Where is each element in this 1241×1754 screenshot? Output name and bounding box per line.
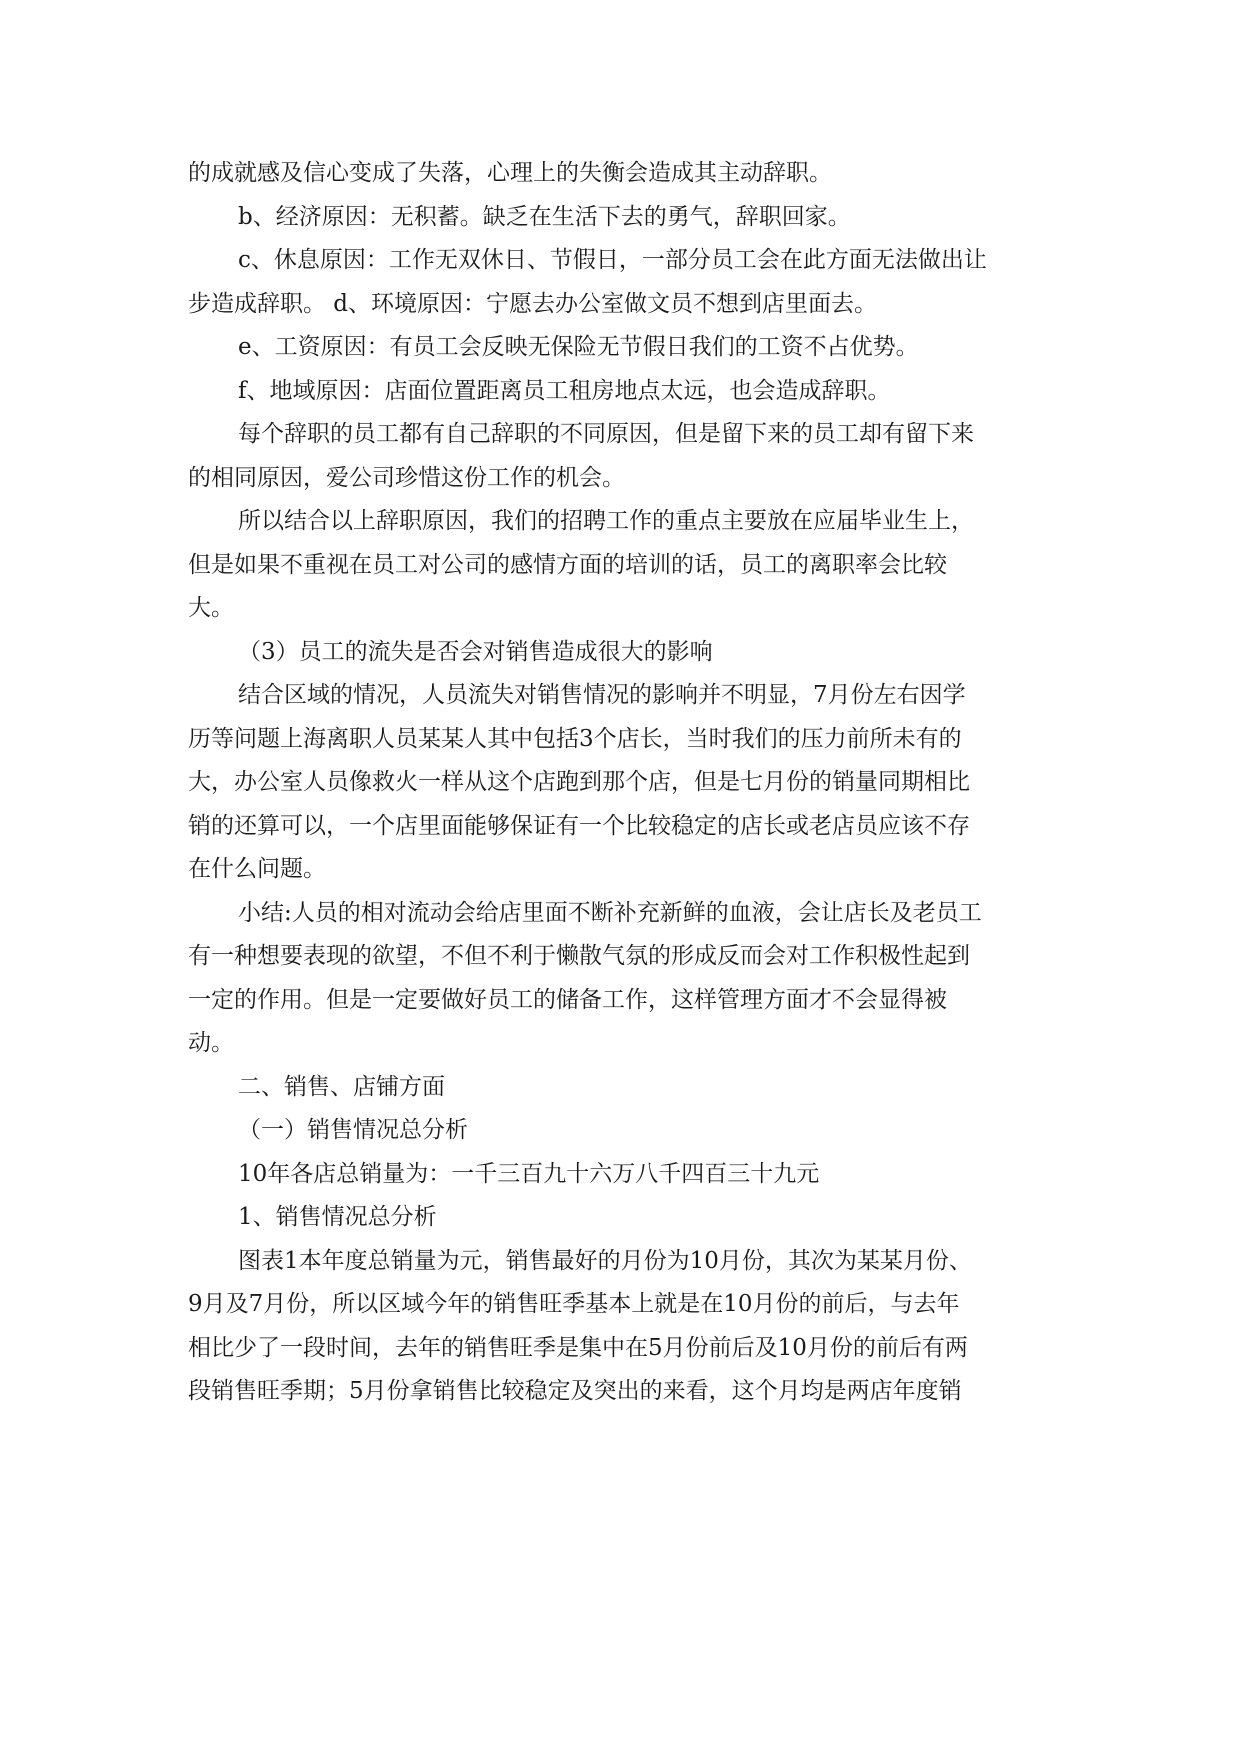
text-line: 每个辞职的员工都有自己辞职的不同原因，但是留下来的员工却有留下来 bbox=[238, 421, 974, 447]
text-line: f、地域原因：店面位置距离员工租房地点太远，也会造成辞职。 bbox=[238, 377, 891, 404]
text-line: 1、销售情况总分析 bbox=[238, 1204, 437, 1230]
document-body bbox=[188, 152, 1058, 1414]
text-line: 相比少了一段时间，去年的销售旺季是集中在5月份前后及10月份的前后有两 bbox=[188, 1334, 968, 1361]
text-line: 动。 bbox=[188, 1030, 234, 1056]
text-line: （一）销售情况总分析 bbox=[238, 1117, 468, 1143]
text-line: 步造成辞职。 d、环境原因：宁愿去办公室做文员不想到店里面去。 bbox=[188, 290, 878, 317]
text-line: 结合区域的情况，人员流失对销售情况的影响并不明显，7月份左右因学 bbox=[238, 682, 966, 708]
text-line: 的相同原因，爱公司珍惜这份工作的机会。 bbox=[188, 464, 625, 491]
text-line: 在什么问题。 bbox=[188, 856, 326, 882]
text-line: 图表1本年度总销量为元，销售最好的月份为10月份，其次为某某月份、 bbox=[238, 1247, 972, 1274]
text-line: 段销售旺季期；5月份拿销售比较稳定及突出的来看，这个月均是两店年度销 bbox=[188, 1378, 962, 1404]
text-line: 销的还算可以，一个店里面能够保证有一个比较稳定的店长或老店员应该不存 bbox=[188, 812, 970, 839]
text-line: 一定的作用。但是一定要做好员工的储备工作，这样管理方面才不会显得被 bbox=[188, 986, 947, 1013]
text-line: c、休息原因：工作无双休日、节假日，一部分员工会在此方面无法做出让 bbox=[238, 247, 987, 273]
text-line: e、工资原因：有员工会反映无保险无节假日我们的工资不占优势。 bbox=[238, 334, 919, 360]
text-line: 但是如果不重视在员工对公司的感情方面的培训的话，员工的离职率会比较 bbox=[188, 551, 947, 578]
text-line: b、经济原因：无积蓄。缺乏在生活下去的勇气，辞职回家。 bbox=[238, 203, 851, 230]
text-line: 的成就感及信心变成了失落，心理上的失衡会造成其主动辞职。 bbox=[188, 160, 832, 186]
text-line: 大。 bbox=[188, 595, 234, 621]
text-line: 历等问题上海离职人员某某人其中包括3个店长，当时我们的压力前所未有的 bbox=[188, 725, 962, 752]
text-line: 10年各店总销量为：一千三百九十六万八千四百三十九元 bbox=[238, 1160, 820, 1187]
text-line: 二、销售、店铺方面 bbox=[238, 1073, 445, 1100]
text-line: （3）员工的流失是否会对销售造成很大的影响 bbox=[238, 638, 713, 665]
text-line: 大，办公室人员像救火一样从这个店跑到那个店，但是七月份的销量同期相比 bbox=[188, 769, 970, 795]
text-line: 9月及7月份，所以区域今年的销售旺季基本上就是在10月份的前后，与去年 bbox=[188, 1291, 960, 1317]
text-line: 有一种想要表现的欲望，不但不利于懒散气氛的形成反而会对工作积极性起到 bbox=[188, 943, 970, 969]
text-line: 所以结合以上辞职原因，我们的招聘工作的重点主要放在应届毕业生上， bbox=[238, 508, 974, 534]
text-line: 小结:人员的相对流动会给店里面不断补充新鲜的血液，会让店长及老员工 bbox=[238, 899, 982, 926]
